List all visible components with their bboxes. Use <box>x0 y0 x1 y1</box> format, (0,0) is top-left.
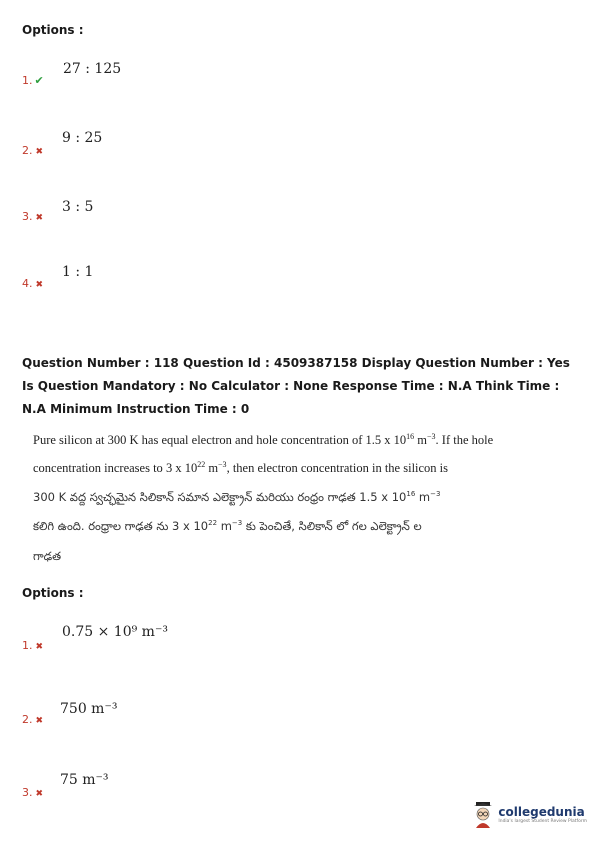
option-value: 1 : 1 <box>62 264 94 280</box>
question-text-line: concentration increases to 3 x $10^{22}$ $m^{-3}$, then electron concentration in the silicon is <box>33 460 449 476</box>
option-number <box>22 74 44 87</box>
cross-icon: ✖ <box>35 213 44 223</box>
option-number-label: 2. <box>22 144 33 157</box>
option-number <box>22 786 43 799</box>
question-text-segment: If the hole <box>441 433 494 448</box>
option-number <box>22 713 43 726</box>
option-number <box>22 210 43 223</box>
collegedunia-logo <box>472 802 587 828</box>
option-number <box>22 144 43 157</box>
question-text-segment: then electron concentration in the silicon is <box>232 461 449 476</box>
option-value: 3 : 5 <box>62 199 94 215</box>
question-text-segment: కు పెంచితే, సిలికాన్ లో గల ఎలెక్ట్రాన్ ల <box>245 519 422 533</box>
option-number-label: 1. <box>22 639 33 652</box>
cross-icon: ✖ <box>35 147 44 157</box>
cross-icon: ✖ <box>35 716 44 726</box>
option-value: 9 : 25 <box>62 130 103 146</box>
option-number-label: 1. <box>22 74 33 87</box>
question-meta: Question Number : 118 Question Id : 4509387158 Display Question Number : Yes Is Question Mandatory : No Calculator : None Response Time : N.A Think Time : N.A Minimum Instruction Time : 0 <box>22 356 570 416</box>
question-text-telugu-line: కలిగి ఉంది. రంధ్రాల గాఢత ను 3 x $10^{22}$ $m^{-3}$ కు పెంచితే, సిలికాన్ లో గల ఎలెక్ట్రాన్ ల <box>33 519 422 533</box>
option-number <box>22 277 43 290</box>
question-text-segment: Pure silicon at 300 K has equal electron and hole concentration of <box>33 433 363 448</box>
question-text-segment: కలిగి ఉంది. రంధ్రాల గాఢత ను 3 x 10 <box>33 519 209 533</box>
logo-name: collegedunia <box>498 804 585 819</box>
option-number-label: 3. <box>22 786 33 799</box>
question-text-segment: 300 K వద్ద స్వచ్ఛమైన సిలికాన్ సమాన ఎలెక్ట్రాన్ మరియు రంధ్రం గాఢత 1.5 x 10 <box>33 490 407 504</box>
option-number-label: 3. <box>22 210 33 223</box>
question-text-telugu-line: గాఢత <box>33 549 62 563</box>
option-value: 27 : 125 <box>63 61 122 77</box>
question-text-segment: concentration increases to <box>33 461 163 476</box>
option-number <box>22 639 43 652</box>
cross-icon: ✖ <box>35 280 44 290</box>
question-text-line: Pure silicon at 300 K has equal electron and hole concentration of 1.5 x $10^{16}$ $m^{-3}$. If the hole <box>33 432 494 448</box>
cross-icon: ✖ <box>35 642 44 652</box>
option-value: 75 m⁻³ <box>60 772 109 788</box>
cross-icon: ✖ <box>35 789 44 799</box>
option-value: 0.75 × 10⁹ m⁻³ <box>62 624 168 640</box>
question-text-telugu-line: 300 K వద్ద స్వచ్ఛమైన సిలికాన్ సమాన ఎలెక్ట్రాన్ మరియు రంధ్రం గాఢత 1.5 x $10^{16}$ $m^{-3}$ <box>33 490 441 504</box>
options-heading: Options : <box>22 586 84 600</box>
logo-tagline: India's largest Student Review Platform <box>498 818 587 824</box>
checkmark-icon: ✔ <box>34 74 44 87</box>
mascot-icon <box>472 802 494 828</box>
option-number-label: 2. <box>22 713 33 726</box>
option-number-label: 4. <box>22 277 33 290</box>
options-heading: Options : <box>22 23 84 37</box>
option-value: 750 m⁻³ <box>60 701 118 717</box>
